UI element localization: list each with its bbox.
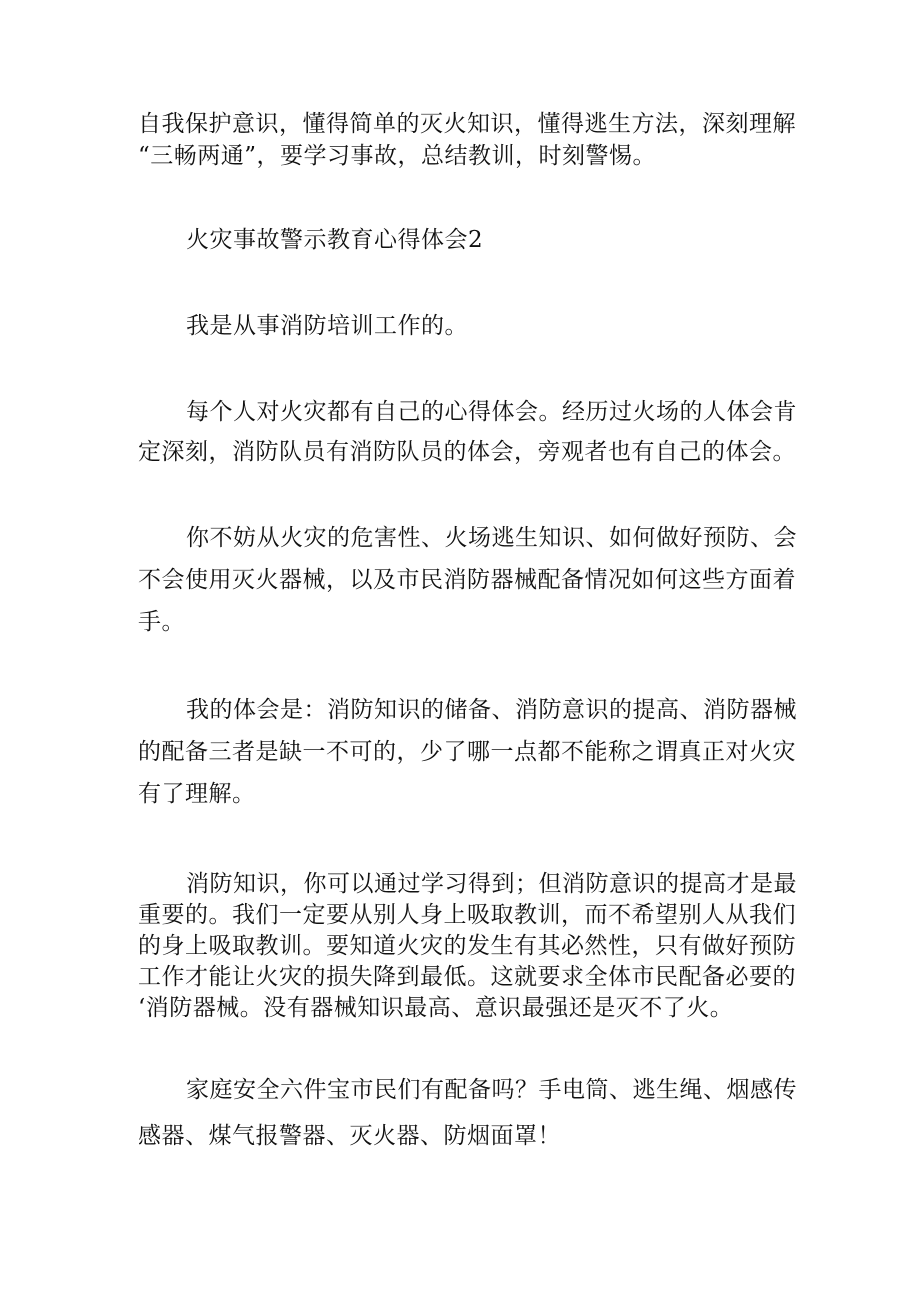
paragraph-3-line-1: 你不妨从火灾的危害性、火场逃生知识、如何做好预防、会	[186, 525, 797, 551]
paragraph-4-line-1: 我的体会是：消防知识的储备、消防意识的提高、消防器械	[186, 697, 797, 723]
paragraph-5-line-1: 消防知识，你可以通过学习得到；但消防意识的提高才是最	[186, 871, 797, 897]
paragraph-5-line-2: 重要的。我们一定要从别人身上吸取教训，而不希望别人从我们	[138, 902, 796, 928]
paragraph-4-line-3: 有了理解。	[138, 781, 256, 807]
paragraph-3-line-2: 不会使用灭火器械，以及市民消防器械配备情况如何这些方面着	[138, 567, 796, 593]
paragraph-2-line-2: 定深刻，消防队员有消防队员的体会，旁观者也有自己的体会。	[138, 439, 796, 465]
paragraph-2-line-1: 每个人对火灾都有自己的心得体会。经历过火场的人体会肯	[186, 399, 797, 425]
paragraph-6-line-1: 家庭安全六件宝市民们有配备吗？手电筒、逃生绳、烟感传	[186, 1077, 797, 1103]
paragraph-5-line-3: 的身上吸取教训。要知道火灾的发生有其必然性，只有做好预防	[138, 933, 796, 959]
paragraph-1-line-1: 我是从事消防培训工作的。	[186, 313, 468, 339]
paragraph-3-line-3: 手。	[138, 609, 185, 635]
section-heading: 火灾事故警示教育心得体会2	[186, 227, 484, 253]
paragraph-6-line-2: 感器、煤气报警器、灭火器、防烟面罩！	[138, 1123, 561, 1149]
paragraph-5-line-4: 工作才能让火灾的损失降到最低。这就要求全体市民配备必要的	[138, 964, 796, 990]
continuation-line-2: “三畅两通”，要学习事故，总结教训，时刻警惕。	[138, 143, 657, 169]
paragraph-5-line-5: ‘消防器械。没有器械知识最高、意识最强还是灭不了火。	[138, 995, 734, 1021]
continuation-line-1: 自我保护意识，懂得简单的灭火知识，懂得逃生方法，深刻理解	[138, 111, 796, 137]
paragraph-4-line-2: 的配备三者是缺一不可的，少了哪一点都不能称之谓真正对火灾	[138, 739, 796, 765]
